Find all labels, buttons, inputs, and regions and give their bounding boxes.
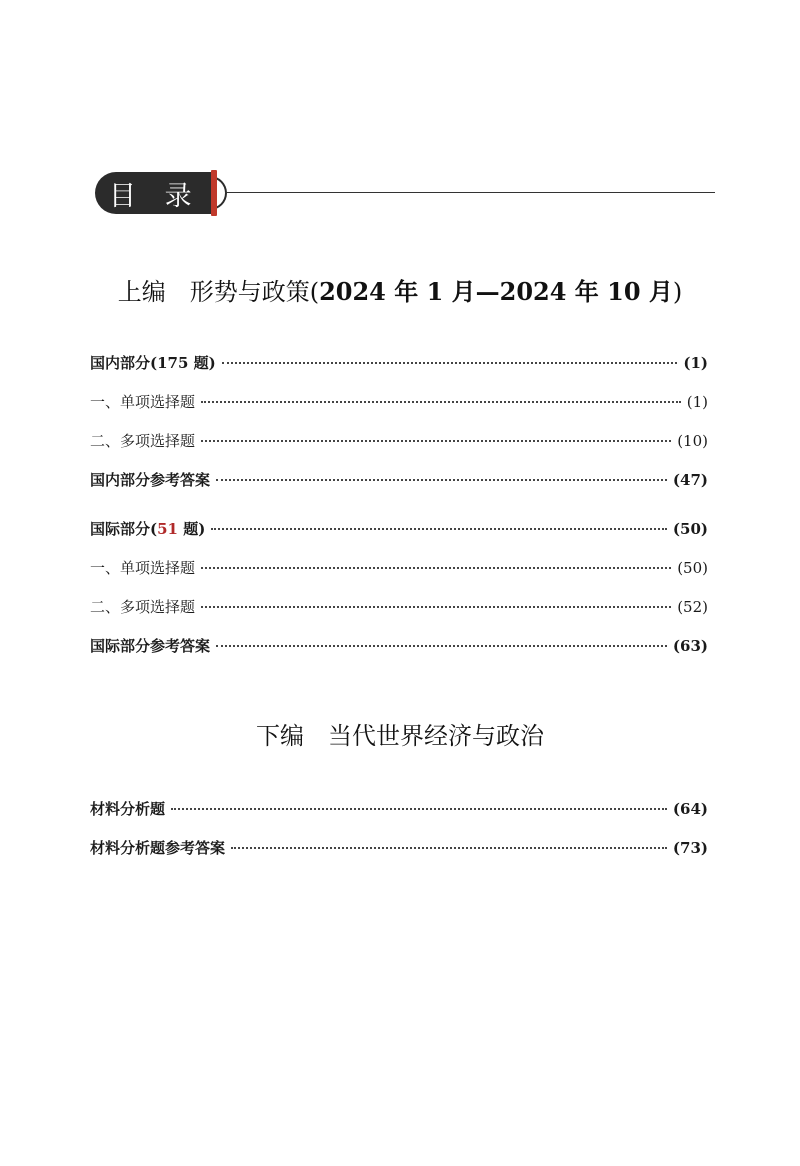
dot-leader [201, 567, 671, 569]
part1-title [0, 272, 800, 307]
toc-entry[interactable] [90, 391, 708, 430]
toc-entry[interactable] [90, 557, 708, 596]
toc-entry-label [90, 518, 205, 539]
toc-entry-page: (52) [677, 598, 708, 616]
toc-entry-label: 一、单项选择题 [90, 393, 196, 411]
toc-entry[interactable] [90, 596, 708, 635]
toc-entry[interactable] [90, 798, 708, 837]
toc-entry-page: (10) [677, 432, 708, 450]
part1-toc-list [90, 352, 708, 674]
toc-entry[interactable] [90, 837, 708, 876]
toc-entry[interactable] [90, 352, 708, 391]
dot-leader [211, 528, 667, 530]
label-count: 51 [157, 520, 178, 538]
toc-entry[interactable] [90, 518, 708, 557]
section-gap [90, 508, 708, 518]
dot-leader [216, 645, 667, 647]
part1-title-text: 上编 形势与政策( [117, 278, 320, 306]
toc-title-badge [95, 172, 215, 214]
toc-entry-label: 材料分析题参考答案 [90, 839, 226, 857]
toc-entry[interactable] [90, 430, 708, 469]
part1-title-close: ) [672, 278, 683, 306]
toc-entry-label: 二、多项选择题 [90, 598, 196, 616]
toc-entry-label [90, 352, 216, 373]
dot-leader [201, 606, 671, 608]
toc-entry-page: (50) [677, 559, 708, 577]
label-part: 题) [177, 520, 206, 538]
label-part: 题) [188, 354, 216, 372]
label-part: 国内部分( [90, 354, 158, 372]
dot-leader [201, 401, 681, 403]
part1-title-year: 2024 年 1 月—2024 年 10 月 [319, 277, 673, 306]
badge-accent-bar [211, 170, 217, 216]
toc-entry-page: (64) [672, 800, 708, 818]
dot-leader [201, 440, 671, 442]
toc-entry-label: 国内部分参考答案 [90, 471, 211, 489]
toc-entry[interactable] [90, 635, 708, 674]
toc-header [95, 170, 715, 220]
header-rule [225, 192, 715, 193]
part2-toc-list [90, 798, 708, 876]
part2-title-text: 下编 当代世界经济与政治 [256, 722, 544, 750]
part2-title [0, 716, 800, 751]
toc-entry-page: (47) [672, 471, 708, 489]
label-count: 175 [157, 354, 189, 372]
toc-entry[interactable] [90, 469, 708, 508]
toc-entry-page: (63) [672, 637, 708, 655]
dot-leader [222, 362, 678, 364]
dot-leader [216, 479, 667, 481]
dot-leader [171, 808, 667, 810]
toc-entry-page: (73) [672, 839, 708, 857]
toc-entry-page: (50) [672, 520, 708, 538]
dot-leader [231, 847, 667, 849]
toc-entry-page: (1) [683, 354, 708, 372]
label-part: 国际部分( [90, 520, 158, 538]
toc-entry-page: (1) [686, 393, 708, 411]
toc-title: 目 录 [109, 180, 202, 212]
toc-entry-label: 材料分析题 [90, 800, 166, 818]
toc-entry-label: 一、单项选择题 [90, 559, 196, 577]
toc-entry-label: 二、多项选择题 [90, 432, 196, 450]
toc-entry-label: 国际部分参考答案 [90, 637, 211, 655]
